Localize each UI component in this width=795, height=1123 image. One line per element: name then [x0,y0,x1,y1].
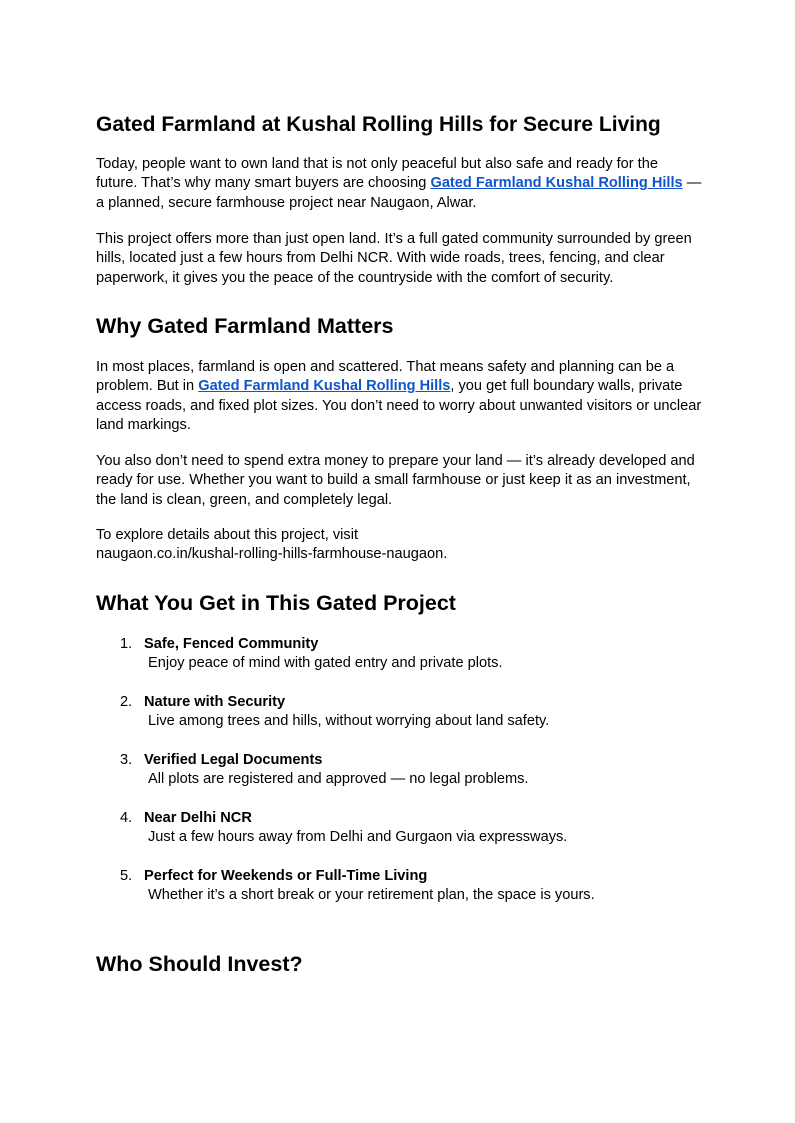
list-item-description: Just a few hours away from Delhi and Gurgaon via expressways. [148,829,568,845]
list-item-number: 1. [120,636,133,652]
why-paragraph-3 [96,526,702,565]
kushal-rolling-hills-link-2[interactable]: Gated Farmland Kushal Rolling Hills [198,378,451,395]
list-item-number: 2. [120,694,133,710]
get-heading: What You Get in This Gated Project [96,591,456,615]
list-item-number: 3. [120,752,133,768]
why-paragraph-1 [96,358,702,435]
list-item-title: Perfect for Weekends or Full-Time Living [144,868,428,884]
list-item-description: Enjoy peace of mind with gated entry and private plots. [148,655,503,671]
why-heading: Why Gated Farmland Matters [96,314,394,338]
why-paragraph-2: You also don’t need to spend extra money to prepare your land — it’s already developed and ready for use. Whether you want to build a small farmhouse or just keep it as an investment, the land is clean, green, and completely legal. [96,453,695,508]
intro-paragraph-1 [96,155,702,213]
why-text-b: , you get full boundary walls, private access roads, and fixed plot sizes. You don’t need to worry about unwanted visitors or unclear land markings. [96,378,702,433]
project-url: naugaon.co.in/kushal-rolling-hills-farmhouse-naugaon. [96,546,448,563]
list-item-title: Safe, Fenced Community [144,636,319,652]
why-text-a: In most places, farmland is open and scattered. That means safety and planning can be a problem. But in [96,359,675,395]
list-item-description: Live among trees and hills, without worrying about land safety. [148,713,550,729]
list-item-title: Near Delhi NCR [144,810,252,826]
page-title: Gated Farmland at Kushal Rolling Hills for Secure Living [96,113,661,136]
intro-text-a: Today, people want to own land that is not only peaceful but also safe and ready for the future. That’s why many smart buyers are choosing [96,156,658,192]
list-item-title: Verified Legal Documents [144,752,323,768]
intro-text-b: — a planned, secure farmhouse project near Naugaon, Alwar. [96,175,702,211]
list-item-description: All plots are registered and approved — no legal problems. [148,771,529,787]
kushal-rolling-hills-link-1[interactable]: Gated Farmland Kushal Rolling Hills [430,175,683,192]
explore-text: To explore details about this project, visit [96,527,359,543]
who-heading: Who Should Invest? [96,952,303,976]
list-item-title: Nature with Security [144,694,286,710]
intro-paragraph-2: This project offers more than just open land. It’s a full gated community surrounded by green hills, located just a few hours from Delhi NCR. With wide roads, trees, fencing, and clear paperwork, it gives you the peace of the countryside with the comfort of security. [96,231,692,286]
list-item-number: 5. [120,868,133,884]
list-item-number: 4. [120,810,133,826]
list-item-description: Whether it’s a short break or your retirement plan, the space is yours. [148,887,595,903]
